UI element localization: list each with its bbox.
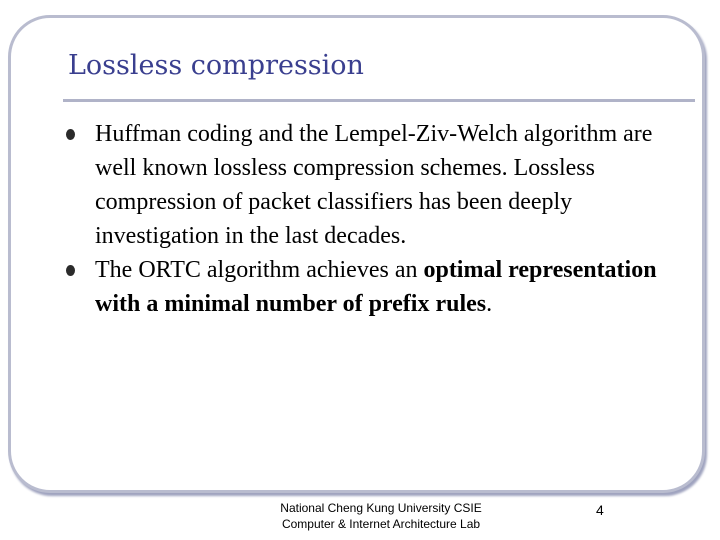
bullet-list [66,117,676,321]
footer-line-1: National Cheng Kung University CSIE [280,501,482,515]
footer-line-2: Computer & Internet Architecture Lab [281,517,481,531]
bullet-text: The ORTC algorithm achieves an [95,257,424,283]
bullet-text: Huffman coding and the Lempel-Ziv-Welch algorithm are well known lossless compression schemes. Lossless compression of packet classifiers has been deeply investigation in the last decades. [95,121,653,249]
slide-title: Lossless compression [68,50,364,81]
bullet-text-end: . [486,291,493,317]
bullet-emphasis: optimal representation with a minimal number of prefix rules [95,257,657,317]
page-number: 4 [596,502,604,518]
bullet-marker [66,129,75,140]
footer-affiliation [250,500,512,532]
title-underline [63,99,695,102]
bullet-item [66,253,676,321]
bullet-item [66,117,676,253]
bullet-marker [66,265,75,276]
